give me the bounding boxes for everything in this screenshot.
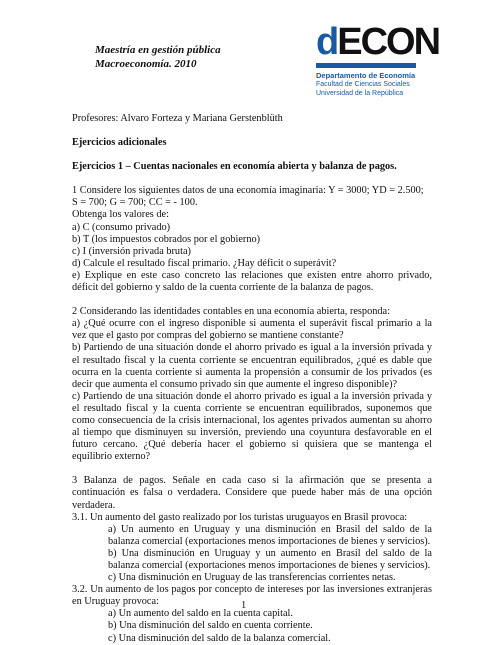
- logo-department: Departamento de Economía: [316, 71, 416, 80]
- q3-2-item-a: a) Un aumento del saldo en la cuenta capital.: [108, 608, 293, 620]
- course-header: [95, 43, 221, 71]
- logo-faculty: Facultad de Ciencias Sociales: [316, 81, 410, 88]
- q3-2-item-b: b) Una disminución del saldo en cuenta corriente.: [108, 620, 313, 632]
- q3-2-item-c: c) Una disminución del saldo de la balanza comercial.: [108, 632, 331, 644]
- q2-item-c: c) Partiendo de una situación donde el ahorro privado es igual a la inversión privada y el resultado fiscal y la cuenta corriente se encuentran equilibrados, suponemos que como consecuencia de la crisis internacional, los agentes privados aumentan su ahorro al tiempo que disminuyen su inversión, previendo una coyuntura desfavorable en el futuro cercano. ¿Qué debería hacer el gobierno si quisiera que se mantenga el equilibrio externo?: [72, 390, 432, 463]
- q1-intro-1: 1 Considere los siguientes datos de una economía imaginaria: Y = 3000; YD = 2.500;: [72, 185, 424, 197]
- q1-item-d: d) Calcule el resultado fiscal primario. ¿Hay déficit o superávit?: [72, 257, 337, 269]
- logo-wordmark: dECON: [316, 21, 440, 63]
- q2-item-a: a) ¿Qué ocurre con el ingreso disponible si aumenta el superávit fiscal primario a la vez que el gasto por compras del gobierno se mantiene constante?: [72, 318, 432, 342]
- q1-item-a: a) C (consumo privado): [72, 221, 171, 233]
- q3-1-item-a: a) Un aumento en Uruguay y una disminución en Brasil del saldo de la balanza comercial (exportaciones menos importaciones de bienes y servicios).: [108, 523, 432, 547]
- q3-intro: 3 Balanza de pagos. Señale en cada caso si la afirmación que se presenta a continuación es falsa o verdadera. Considere que puede haber más de una opción verdadera.: [72, 475, 432, 511]
- q3-1-stem: 3.1. Un aumento del gasto realizado por los turistas uruguayos en Brasil provoca:: [72, 511, 408, 523]
- q1-intro-2: S = 700; G = 700; CC = - 100.: [72, 197, 198, 209]
- logo-bar: [316, 63, 416, 68]
- q1-item-c: c) I (inversión privada bruta): [72, 245, 191, 257]
- course-subtitle: Macroeconomía. 2010: [95, 58, 197, 70]
- course-title: Maestría en gestión pública: [95, 44, 221, 56]
- q1-item-e: e) Explique en este caso concreto las relaciones que existen entre ahorro privado, déficit del gobierno y saldo de la cuenta corriente de la balanza de pagos.: [72, 269, 432, 294]
- q2-intro: 2 Considerando las identidades contables en una economía abierta, responda:: [72, 306, 390, 318]
- document-body: [72, 113, 432, 645]
- q3-2-stem: 3.2. Un aumento de los pagos por concepto de intereses por las inversiones extranjeras en Uruguay provoca:: [72, 584, 432, 608]
- q3-1-item-b: b) Una disminución en Uruguay y un aumento en Brasil del saldo de la balanza comercial (exportaciones menos importaciones de bienes y servicios).: [108, 547, 432, 571]
- exercise-title: Ejercicios 1 – Cuentas nacionales en economía abierta y balanza de pagos.: [72, 161, 397, 173]
- q3-1-item-c: c) Una disminución en Uruguay de las transferencias corrientes netas.: [108, 572, 396, 584]
- section-title: Ejercicios adicionales: [72, 137, 167, 149]
- q1-item-b: b) T (los impuestos cobrados por el gobierno): [72, 233, 261, 245]
- page-number: 1: [241, 600, 247, 611]
- logo-university: Universidad de la República: [316, 90, 404, 97]
- decon-logo: [316, 21, 440, 102]
- q1-intro-3: Obtenga los valores de:: [72, 209, 169, 221]
- professors-line: Profesores: Alvaro Forteza y Mariana Gerstenblüth: [72, 113, 283, 124]
- q2-item-b: b) Partiendo de una situación donde el ahorro privado es igual a la inversión privada y el resultado fiscal y la cuenta corriente se encuentran equilibrados, ¿qué es dable que ocurra en la cuenta corriente si aumenta la propensión a consumir de los privados (es decir que aumenta el consumo privado sin que aumente el ingreso disponible)?: [72, 342, 432, 390]
